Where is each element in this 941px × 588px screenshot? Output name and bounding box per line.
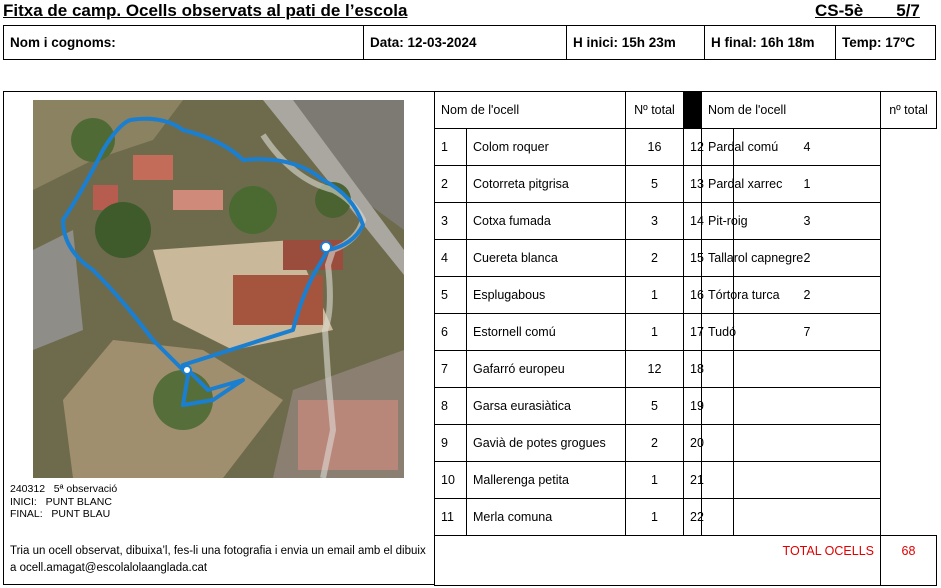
table-row <box>435 425 937 462</box>
row-number: 1 <box>435 129 467 166</box>
col-header-name-left: Nom de l'ocell <box>435 92 626 129</box>
bird-name: Gavià de potes grogues <box>467 425 626 462</box>
col-header-name-right: Nom de l'ocell <box>702 92 881 129</box>
page-title: Fitxa de camp. Ocells observats al pati de l’escola <box>3 1 408 20</box>
row-number: 7 <box>435 351 467 388</box>
aerial-route-map <box>33 100 404 478</box>
bird-count: 1 <box>626 462 684 499</box>
table-row <box>435 388 937 425</box>
bird-name: Merla comuna <box>467 499 626 536</box>
bird-count: 7 <box>734 314 881 351</box>
bird-name: Tudó <box>702 314 734 351</box>
table-row <box>435 351 937 388</box>
bird-name: Pardal comú <box>702 129 734 166</box>
row-number: 14 <box>684 203 702 240</box>
row-number: 3 <box>435 203 467 240</box>
bird-count: 16 <box>626 129 684 166</box>
row-number: 6 <box>435 314 467 351</box>
col-header-total-left: Nº total <box>626 92 684 129</box>
bird-name: Tórtora turca <box>702 277 734 314</box>
row-number: 13 <box>684 166 702 203</box>
observation-info <box>10 483 117 521</box>
route-panel <box>3 91 435 585</box>
info-row <box>3 25 936 60</box>
bird-count <box>734 351 881 388</box>
bird-count: 3 <box>626 203 684 240</box>
temperature-field: Temp: 17ºC <box>836 26 936 60</box>
bird-count: 3 <box>734 203 881 240</box>
bird-name: Cotorreta pitgrisa <box>467 166 626 203</box>
row-number: 18 <box>684 351 702 388</box>
bird-name: Tallarol capnegre <box>702 240 734 277</box>
row-number: 8 <box>435 388 467 425</box>
bird-name <box>702 499 734 536</box>
row-number: 10 <box>435 462 467 499</box>
bird-name: Garsa eurasiàtica <box>467 388 626 425</box>
observation-line-2: INICI: PUNT BLANC <box>10 495 112 508</box>
bird-count: 5 <box>626 166 684 203</box>
bird-count: 2 <box>734 240 881 277</box>
bird-name <box>702 462 734 499</box>
total-value: 68 <box>881 536 937 586</box>
row-number: 17 <box>684 314 702 351</box>
end-time-field: H final: 16h 18m <box>705 26 836 60</box>
bird-count: 1 <box>626 277 684 314</box>
observation-line-3: FINAL: PUNT BLAU <box>10 508 111 520</box>
bird-count: 1 <box>734 166 881 203</box>
bird-name: Gafarró europeu <box>467 351 626 388</box>
instruction-note: Tria un ocell observat, dibuixa’l, fes-li una fotografia i envia un email amb el dibuix a ocell.amagat@escolalolaanglada.cat <box>10 545 426 574</box>
bird-count <box>734 425 881 462</box>
bird-name <box>702 425 734 462</box>
row-number: 19 <box>684 388 702 425</box>
row-number: 12 <box>684 129 702 166</box>
bird-table <box>434 91 937 586</box>
column-divider <box>684 92 702 129</box>
bird-count: 2 <box>734 277 881 314</box>
table-row <box>435 314 937 351</box>
row-number: 9 <box>435 425 467 462</box>
bird-name: Cotxa fumada <box>467 203 626 240</box>
bird-count: 12 <box>626 351 684 388</box>
start-point-marker <box>183 366 191 374</box>
bird-name: Cuereta blanca <box>467 240 626 277</box>
table-row <box>435 240 937 277</box>
bird-name <box>702 351 734 388</box>
col-header-total-right: nº total <box>881 92 937 129</box>
bird-name: Colom roquer <box>467 129 626 166</box>
name-field[interactable]: Nom i cognoms: <box>4 26 364 60</box>
bird-count: 1 <box>626 499 684 536</box>
bird-count: 4 <box>734 129 881 166</box>
end-point-marker <box>321 242 331 252</box>
bird-name: Estornell comú <box>467 314 626 351</box>
row-number: 20 <box>684 425 702 462</box>
bird-count: 5 <box>626 388 684 425</box>
table-row <box>435 166 937 203</box>
bird-name <box>702 388 734 425</box>
bird-count <box>734 388 881 425</box>
total-label: TOTAL OCELLS <box>435 536 881 586</box>
bird-name: Pardal xarrec <box>702 166 734 203</box>
row-number: 5 <box>435 277 467 314</box>
row-number: 2 <box>435 166 467 203</box>
bird-name: Pit-roig <box>702 203 734 240</box>
date-field: Data: 12-03-2024 <box>364 26 567 60</box>
table-row <box>435 277 937 314</box>
row-number: 21 <box>684 462 702 499</box>
bird-name: Esplugabous <box>467 277 626 314</box>
table-row <box>435 462 937 499</box>
observation-line-1: 240312 5ª observació <box>10 483 118 495</box>
bird-count: 2 <box>626 425 684 462</box>
bird-count: 2 <box>626 240 684 277</box>
row-number: 11 <box>435 499 467 536</box>
row-number: 16 <box>684 277 702 314</box>
bird-count: 1 <box>626 314 684 351</box>
table-row <box>435 499 937 536</box>
map-image <box>33 100 404 478</box>
row-number: 4 <box>435 240 467 277</box>
row-number: 15 <box>684 240 702 277</box>
table-row <box>435 203 937 240</box>
start-time-field: H inici: 15h 23m <box>567 26 705 60</box>
row-number: 22 <box>684 499 702 536</box>
bird-count <box>734 499 881 536</box>
sheet-code: CS-5è 5/7 <box>815 1 920 20</box>
bird-name: Mallerenga petita <box>467 462 626 499</box>
bird-count <box>734 462 881 499</box>
table-row <box>435 129 937 166</box>
